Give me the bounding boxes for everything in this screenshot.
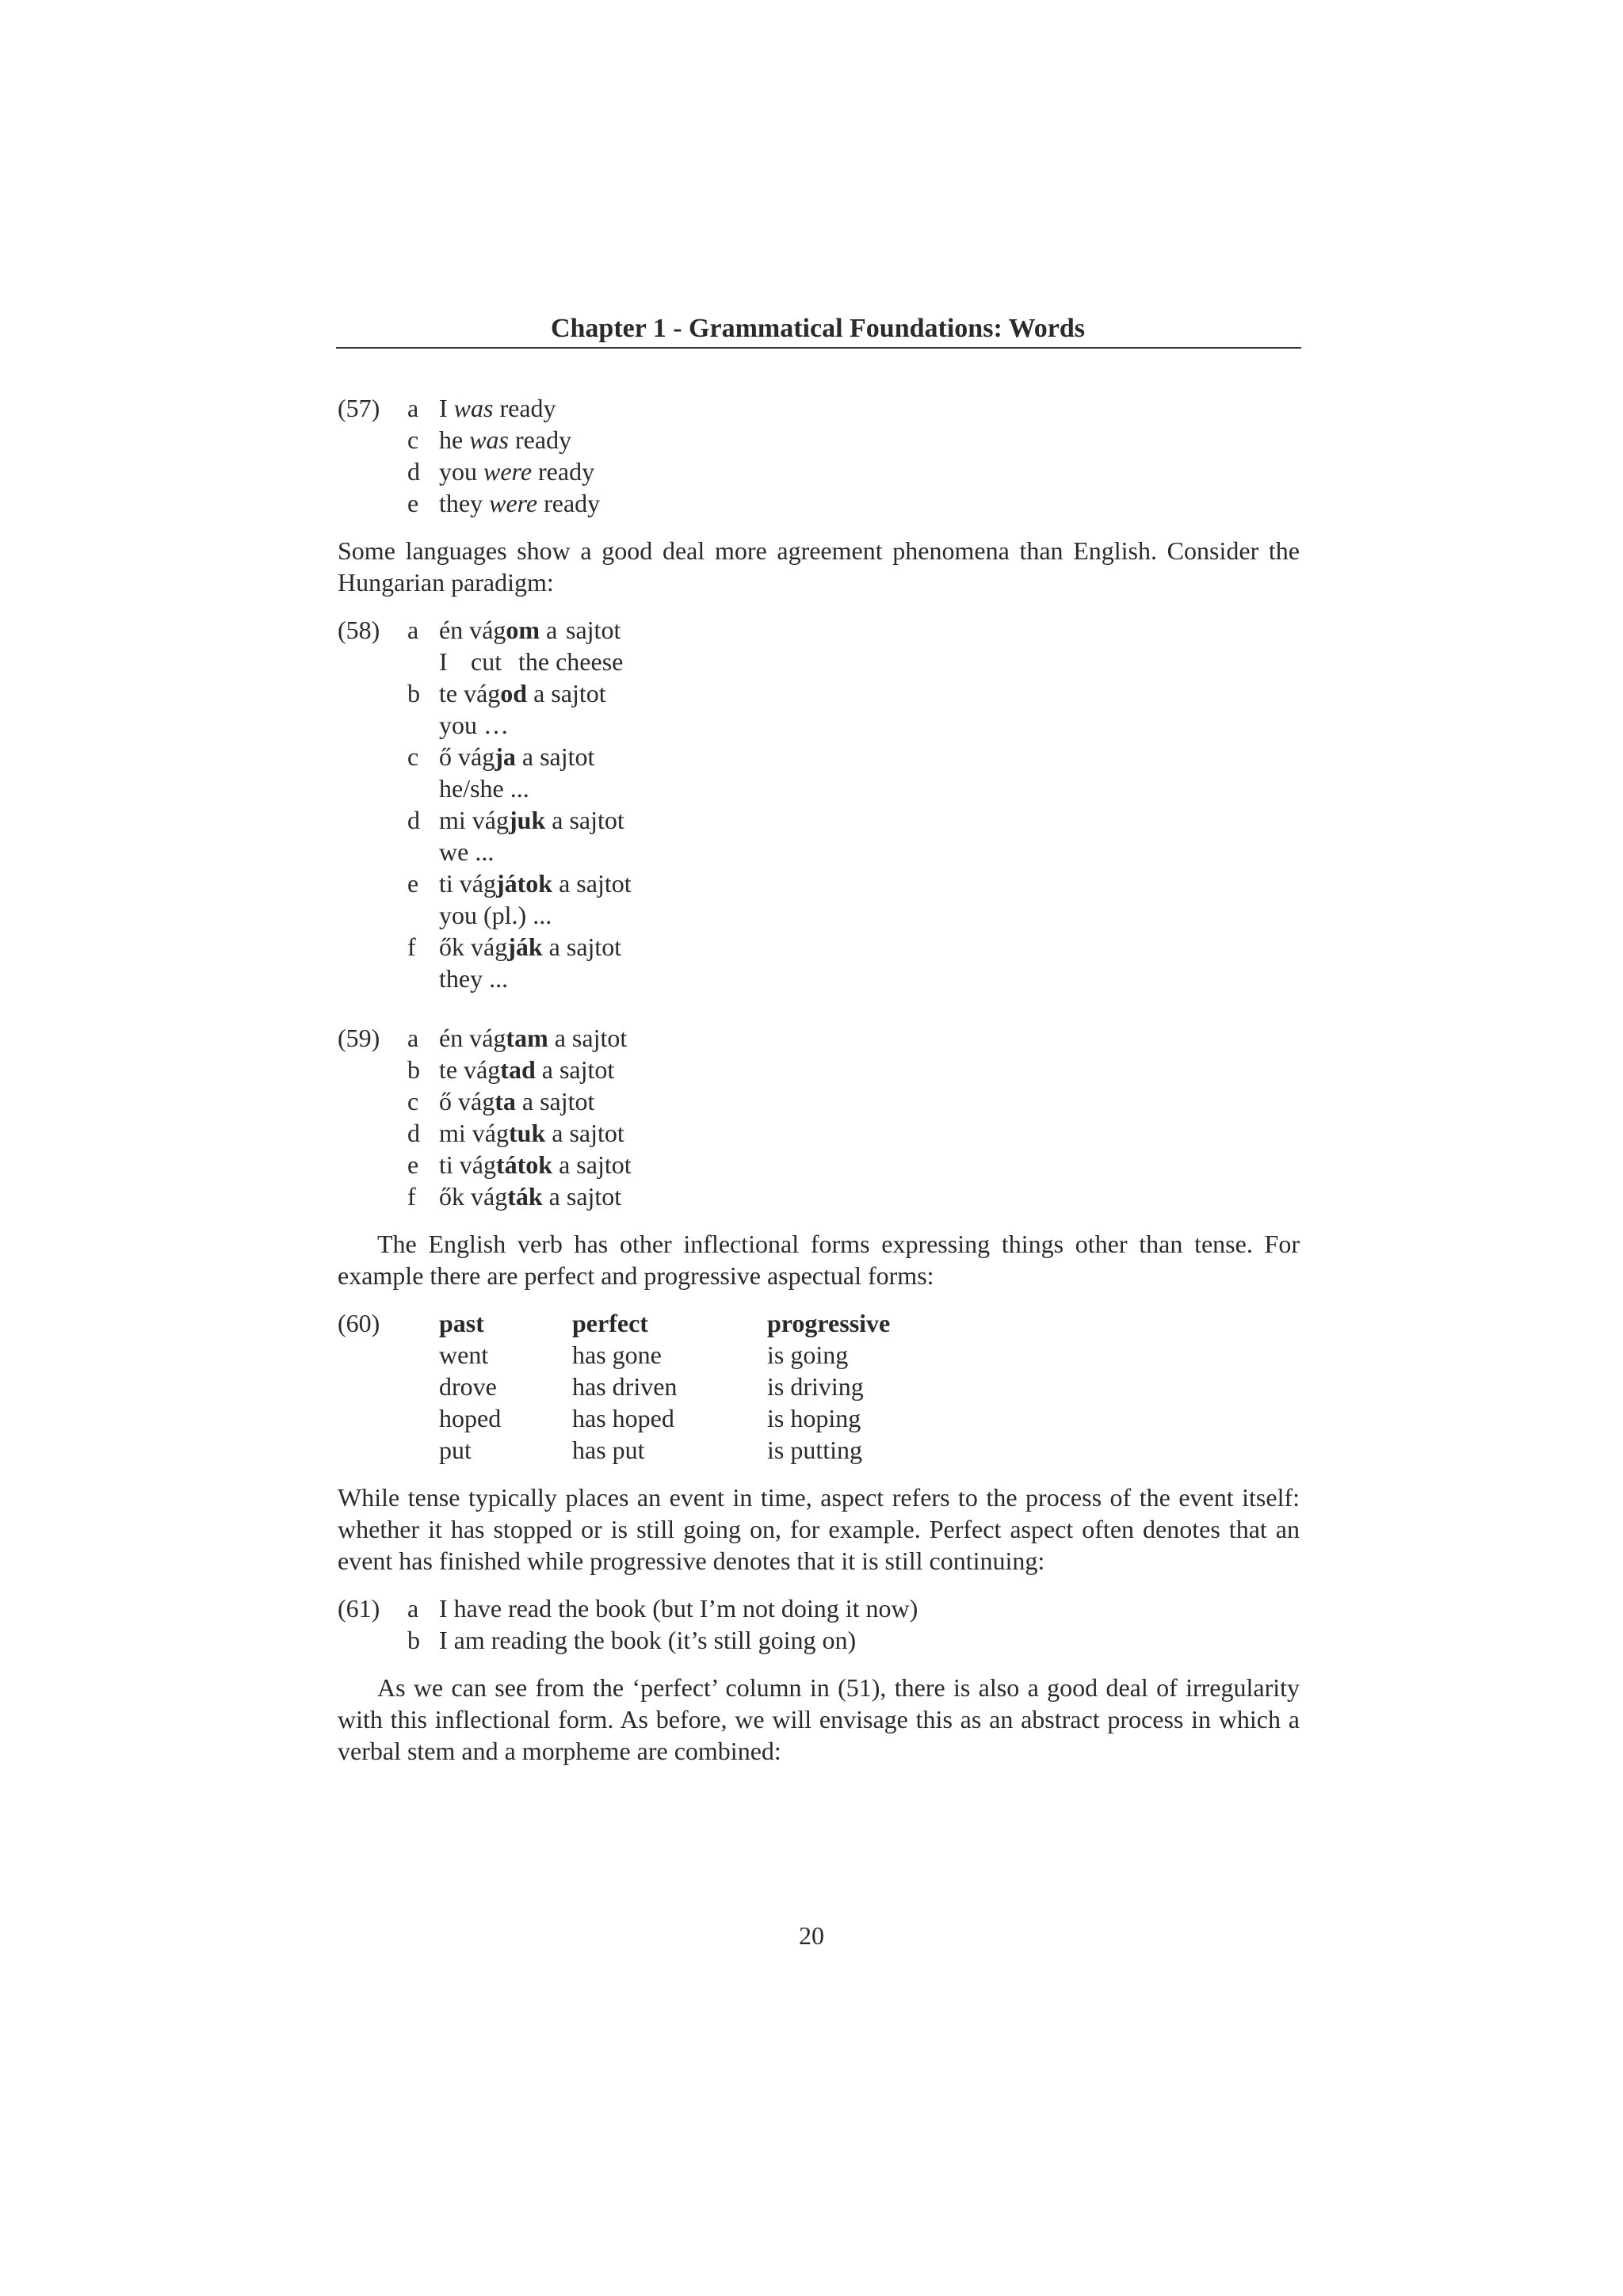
table-cell: put — [439, 1436, 472, 1464]
item-letter: e — [407, 869, 419, 898]
example-item — [407, 456, 1121, 487]
item-letter: e — [407, 1150, 419, 1179]
gloss-line: he/she ... — [439, 774, 529, 803]
item-text: I — [439, 394, 454, 422]
item-text: a sajtot — [552, 1150, 632, 1179]
gloss-line: they ... — [439, 964, 509, 993]
page-number: 20 — [799, 1921, 824, 1950]
item-text: ti vág — [439, 869, 496, 898]
example-number: (58) — [338, 616, 380, 644]
item-letter: b — [407, 679, 420, 707]
header-rule — [336, 347, 1301, 349]
item-text: te vág — [439, 1055, 501, 1084]
item-bold: tam — [506, 1024, 548, 1052]
example-item — [407, 614, 1121, 646]
item-text: he — [439, 425, 470, 454]
item-letter: c — [407, 1087, 419, 1116]
gloss-line: you (pl.) ... — [439, 901, 552, 929]
example-item — [407, 1117, 1121, 1149]
item-text: mi vág — [439, 1119, 509, 1147]
table-cell: has driven — [572, 1372, 678, 1401]
item-bold: ták — [507, 1182, 543, 1211]
item-text: te vág — [439, 679, 501, 707]
column-perfect — [572, 1307, 677, 1466]
example-item — [407, 392, 1121, 424]
example-item — [407, 931, 1121, 963]
paragraph: The English verb has other inflectional forms expressing things other than tense. For example there are perfect and progressive aspectual forms: — [338, 1230, 1300, 1290]
item-text: ti vág — [439, 1150, 496, 1179]
item-text: I have read the book (but I’m not doing it now) — [439, 1594, 918, 1623]
item-text: a sajtot — [527, 679, 606, 707]
column-header: progressive — [767, 1309, 891, 1337]
item-bold: juk — [508, 806, 546, 834]
item-bold: tad — [500, 1055, 536, 1084]
item-text: én vág — [439, 1024, 506, 1052]
table-cell: has gone — [572, 1341, 662, 1369]
example-item — [407, 1054, 1121, 1085]
example-number: (57) — [338, 394, 380, 422]
item-bold: ta — [495, 1087, 516, 1116]
example-item — [407, 487, 1121, 519]
item-letter: e — [407, 489, 419, 517]
item-text: a sajtot — [545, 1119, 624, 1147]
table-cell: went — [439, 1341, 489, 1369]
item-text: I am reading the book (it’s still going on) — [439, 1626, 857, 1654]
item-bold: tátok — [495, 1150, 553, 1179]
example-number: (59) — [338, 1024, 380, 1052]
table-cell: hoped — [439, 1404, 502, 1432]
paragraph: As we can see from the ‘perfect’ column in (51), there is also a good deal of irregularity with this inflectional form. As before, we will envisage this as an abstract process in which a verbal stem and a morpheme are combined: — [338, 1673, 1300, 1765]
item-letter: a — [407, 616, 419, 644]
gloss-word: the cheese — [518, 647, 624, 676]
paragraph: Some languages show a good deal more agreement phenomena than English. Consider the Hungarian paradigm: — [338, 536, 1300, 597]
example-number: (60) — [338, 1309, 380, 1337]
item-text: ők vág — [439, 1182, 508, 1211]
item-text: én vág — [439, 616, 506, 644]
item-text: ő vág — [439, 742, 495, 771]
item-text: they — [439, 489, 490, 517]
item-letter: c — [407, 425, 419, 454]
item-bold: ja — [495, 742, 516, 771]
gloss-line — [407, 646, 1121, 677]
example-item — [407, 677, 1121, 709]
table-cell: is going — [767, 1341, 849, 1369]
item-text: a sajtot — [515, 742, 595, 771]
item-text: a sajtot — [535, 1055, 615, 1084]
example-item — [407, 1624, 1121, 1656]
item-text: a sajtot — [545, 806, 624, 834]
item-letter: f — [407, 933, 416, 961]
table-cell: has put — [572, 1436, 645, 1464]
item-letter: d — [407, 457, 420, 486]
example-item — [407, 1149, 1121, 1180]
item-text: ready — [537, 489, 601, 517]
item-letter: a — [407, 394, 419, 422]
item-italic: was — [453, 394, 494, 422]
item-text: a sajtot — [542, 1182, 622, 1211]
item-text: ready — [532, 457, 595, 486]
running-head: Chapter 1 - Grammatical Foundations: Words — [550, 314, 1086, 343]
gloss-line: you … — [439, 711, 509, 739]
item-letter: c — [407, 742, 419, 771]
item-text: a — [540, 616, 558, 644]
item-text: a sajtot — [515, 1087, 595, 1116]
gloss-word: cut — [471, 647, 502, 676]
item-text: ők vág — [439, 933, 508, 961]
item-letter: b — [407, 1626, 420, 1654]
item-text: a sajtot — [548, 1024, 628, 1052]
column-header: perfect — [572, 1309, 648, 1337]
example-item — [407, 1592, 1121, 1624]
example-item — [407, 1022, 1121, 1054]
item-text: a sajtot — [542, 933, 622, 961]
item-letter: d — [407, 1119, 420, 1147]
item-italic: were — [489, 489, 538, 517]
table-cell: drove — [439, 1372, 497, 1401]
table-cell: is putting — [767, 1436, 863, 1464]
item-bold: od — [500, 679, 528, 707]
item-italic: were — [483, 457, 533, 486]
item-text: mi vág — [439, 806, 509, 834]
example-item — [407, 868, 1121, 899]
item-letter: d — [407, 806, 420, 834]
table-cell: is hoping — [767, 1404, 861, 1432]
column-progressive — [767, 1307, 890, 1466]
item-letter: f — [407, 1182, 416, 1211]
item-bold: ják — [507, 933, 543, 961]
column-past — [439, 1307, 501, 1466]
item-text: ready — [509, 425, 572, 454]
item-bold: tuk — [508, 1119, 546, 1147]
gloss-word: I — [439, 647, 448, 676]
paragraph: While tense typically places an event in time, aspect refers to the process of the event itself: whether it has stopped or is still going on, for example. Perfect aspect often denotes that an event has finished while progressive denotes that it is still continuing: — [338, 1483, 1300, 1575]
item-letter: a — [407, 1594, 419, 1623]
table-cell: is driving — [767, 1372, 864, 1401]
table-cell: has hoped — [572, 1404, 674, 1432]
item-bold: játok — [495, 869, 553, 898]
item-letter: a — [407, 1024, 419, 1052]
gloss-line: we ... — [439, 837, 495, 866]
item-italic: was — [469, 425, 509, 454]
column-header: past — [439, 1309, 484, 1337]
example-item — [407, 804, 1121, 836]
example-item — [407, 424, 1121, 456]
example-number: (61) — [338, 1594, 380, 1623]
example-item — [407, 1180, 1121, 1212]
item-text: sajtot — [566, 616, 621, 644]
item-text: you — [439, 457, 483, 486]
item-letter: b — [407, 1055, 420, 1084]
item-text: ő vág — [439, 1087, 495, 1116]
example-item — [407, 741, 1121, 772]
item-text: a sajtot — [552, 869, 632, 898]
item-bold: om — [506, 616, 540, 644]
item-text: ready — [493, 394, 556, 422]
example-item — [407, 1085, 1121, 1117]
